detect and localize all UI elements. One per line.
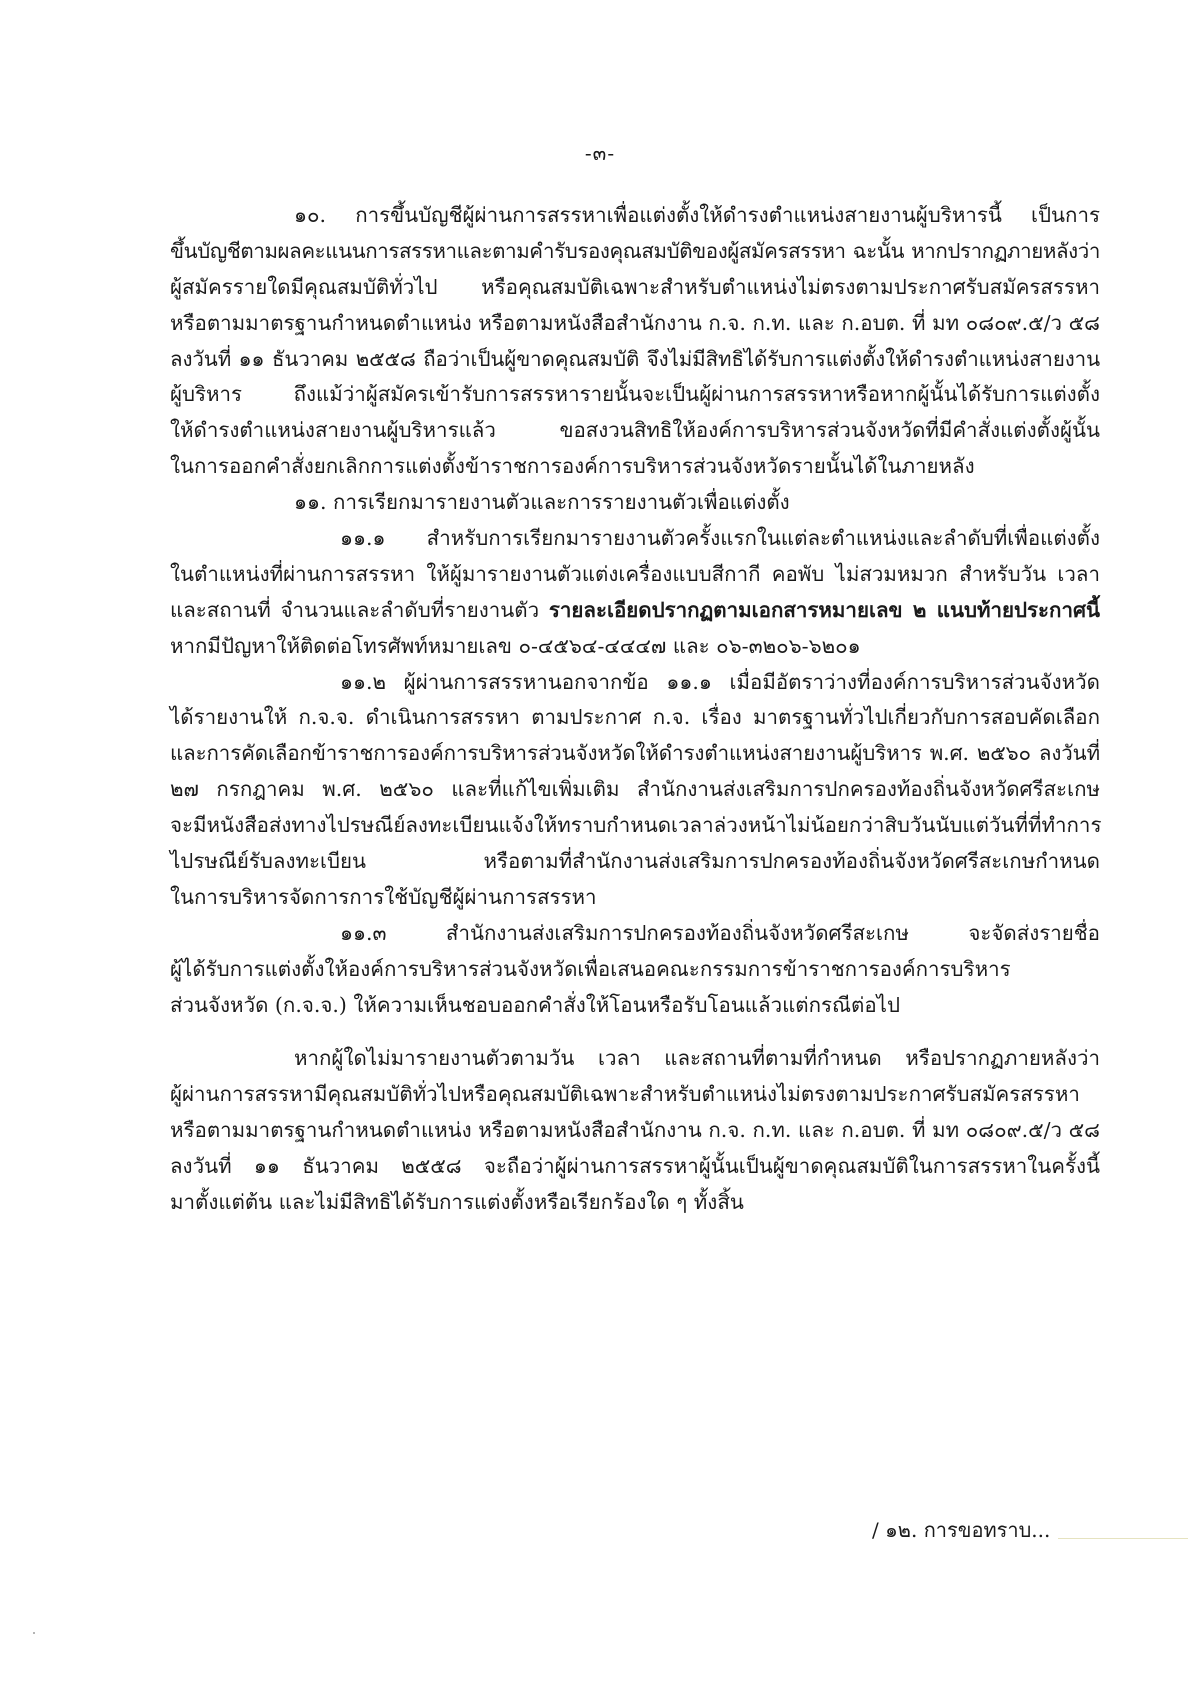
section-11-1 [170,521,1100,665]
section-10-line: ในการออกคำสั่งยกเลิกการแต่งตั้งข้าราชการองค์การบริหารส่วนจังหวัดรายนั้นได้ในภายหลัง [170,454,975,479]
section-11-2-line: ไปรษณีย์รับลงทะเบียน หรือตามที่สำนักงานส่งเสริมการปกครองท้องถิ่นจังหวัดศรีสะเกษกำหนด [170,849,1100,874]
continuation-note: / ๑๒. การขอทราบ... [872,1518,1051,1542]
closing-line: ลงวันที่ ๑๑ ธันวาคม ๒๕๕๘ จะถือว่าผู้ผ่านการสรรหาผู้นั้นเป็นผู้ขาดคุณสมบัติในการสรรหาในครั้งนี้ [170,1154,1100,1179]
closing-line: ผู้ผ่านการสรรหามีคุณสมบัติทั่วไปหรือคุณสมบัติเฉพาะสำหรับตำแหน่งไม่ตรงตามประกาศรับสมัครสรรหา [170,1082,1080,1107]
section-10-line: ขึ้นบัญชีตามผลคะแนนการสรรหาและตามคำรับรองคุณสมบัติของผู้สมัครสรรหา ฉะนั้น หากปรากฏภายหลังว่า [170,238,1100,263]
section-11-1-bold-text: รายละเอียดปรากฏตามเอกสารหมายเลข ๒ แนบท้ายประกาศนี้ [548,597,1100,622]
section-10-line: ๑๐. การขึ้นบัญชีผู้ผ่านการสรรหาเพื่อแต่งตั้งให้ดำรงตำแหน่งสายงานผู้บริหารนี้ เป็นการ [294,203,1100,227]
section-11-2-line: ๒๗ กรกฎาคม พ.ศ. ๒๕๖๐ และที่แก้ไขเพิ่มเติม สำนักงานส่งเสริมการปกครองท้องถิ่นจังหวัดศรีสะเกษ [170,777,1100,802]
section-11-3-line: ผู้ได้รับการแต่งตั้งให้องค์การบริหารส่วนจังหวัดเพื่อเสนอคณะกรรมการข้าราชการองค์การบริหาร [170,956,1011,981]
scan-speck [33,1632,35,1634]
footer-rule [1058,1538,1188,1539]
section-11-3-line: ส่วนจังหวัด (ก.จ.จ.) ให้ความเห็นชอบออกคำสั่งให้โอนหรือรับโอนแล้วแต่กรณีต่อไป [170,992,900,1017]
document-body [170,198,1100,1221]
section-11-3 [170,916,1100,1024]
section-11-2-line: และการคัดเลือกข้าราชการองค์การบริหารส่วนจังหวัดให้ดำรงตำแหน่งสายงานผู้บริหาร พ.ศ. ๒๕๖๐ ลงวันที่ [170,741,1100,766]
closing-paragraph [170,1041,1100,1220]
section-10-line: ให้ดำรงตำแหน่งสายงานผู้บริหารแล้ว ขอสงวนสิทธิให้องค์การบริหารส่วนจังหวัดที่มีคำสั่งแต่งตั้งผู้นั้น [170,418,1100,443]
section-11-2-line: ในการบริหารจัดการการใช้บัญชีผู้ผ่านการสรรหา [170,884,597,909]
section-11-3-line: ๑๑.๓ สำนักงานส่งเสริมการปกครองท้องถิ่นจังหวัดศรีสะเกษ จะจัดส่งรายชื่อ [340,920,1100,945]
section-10-line: ผู้บริหาร ถึงแม้ว่าผู้สมัครเข้ารับการสรรหารายนั้นจะเป็นผู้ผ่านการสรรหาหรือหากผู้นั้นได้รับการแต่งตั้ง [170,382,1100,407]
section-11-2-line: ๑๑.๒ ผู้ผ่านการสรรหานอกจากข้อ ๑๑.๑ เมื่อมีอัตราว่างที่องค์การบริหารส่วนจังหวัด [340,669,1100,694]
section-10-line: หรือตามมาตรฐานกำหนดตำแหน่ง หรือตามหนังสือสำนักงาน ก.จ. ก.ท. และ ก.อบต. ที่ มท ๐๘๐๙.๕/ว ๕๘ [170,310,1100,335]
section-11-2-line: จะมีหนังสือส่งทางไปรษณีย์ลงทะเบียนแจ้งให้ทราบกำหนดเวลาล่วงหน้าไม่น้อยกว่าสิบวันนับแต่วันที่ที่ทำการ [170,813,1102,838]
section-10-line: ผู้สมัครรายใดมีคุณสมบัติทั่วไป หรือคุณสมบัติเฉพาะสำหรับตำแหน่งไม่ตรงตามประกาศรับสมัครสรรหา [170,274,1100,299]
section-11-1-line: ในตำแหน่งที่ผ่านการสรรหา ให้ผู้มารายงานตัวแต่งเครื่องแบบสีกากี คอพับ ไม่สวมหมวก สำหรับวัน เวลา [170,561,1100,586]
section-11-1-line [170,593,1100,629]
section-11-1-line: หากมีปัญหาให้ติดต่อโทรศัพท์หมายเลข ๐-๔๕๖๔-๔๔๔๗ และ ๐๖-๓๒๐๖-๖๒๐๑ [170,633,861,658]
section-11-heading: ๑๑. การเรียกมารายงานตัวและการรายงานตัวเพื่อแต่งตั้ง [294,490,790,515]
page-number: -๓- [584,141,616,165]
section-10-line: ลงวันที่ ๑๑ ธันวาคม ๒๕๕๘ ถือว่าเป็นผู้ขาดคุณสมบัติ จึงไม่มีสิทธิได้รับการแต่งตั้งให้ดำรงตำแหน่งสายงาน [170,346,1100,371]
section-11-1-plain-text: และสถานที่ จำนวนและลำดับที่รายงานตัว [170,597,549,622]
section-11-1-line: ๑๑.๑ สำหรับการเรียกมารายงานตัวครั้งแรกในแต่ละตำแหน่งและลำดับที่เพื่อแต่งตั้ง [340,526,1100,551]
section-10 [170,198,1100,485]
section-11-2-line: ได้รายงานให้ ก.จ.จ. ดำเนินการสรรหา ตามประกาศ ก.จ. เรื่อง มาตรฐานทั่วไปเกี่ยวกับการสอบคัดเลือก [170,705,1100,730]
closing-line: หากผู้ใดไม่มารายงานตัวตามวัน เวลา และสถานที่ตามที่กำหนด หรือปรากฏภายหลังว่า [294,1046,1100,1071]
section-11-2 [170,665,1100,916]
paragraph-gap [170,1023,1100,1041]
closing-line: หรือตามมาตรฐานกำหนดตำแหน่ง หรือตามหนังสือสำนักงาน ก.จ. ก.ท. และ ก.อบต. ที่ มท ๐๘๐๙.๕/ว ๕๘ [170,1118,1100,1143]
closing-line: มาตั้งแต่ต้น และไม่มีสิทธิได้รับการแต่งตั้งหรือเรียกร้องใด ๆ ทั้งสิ้น [170,1190,744,1215]
